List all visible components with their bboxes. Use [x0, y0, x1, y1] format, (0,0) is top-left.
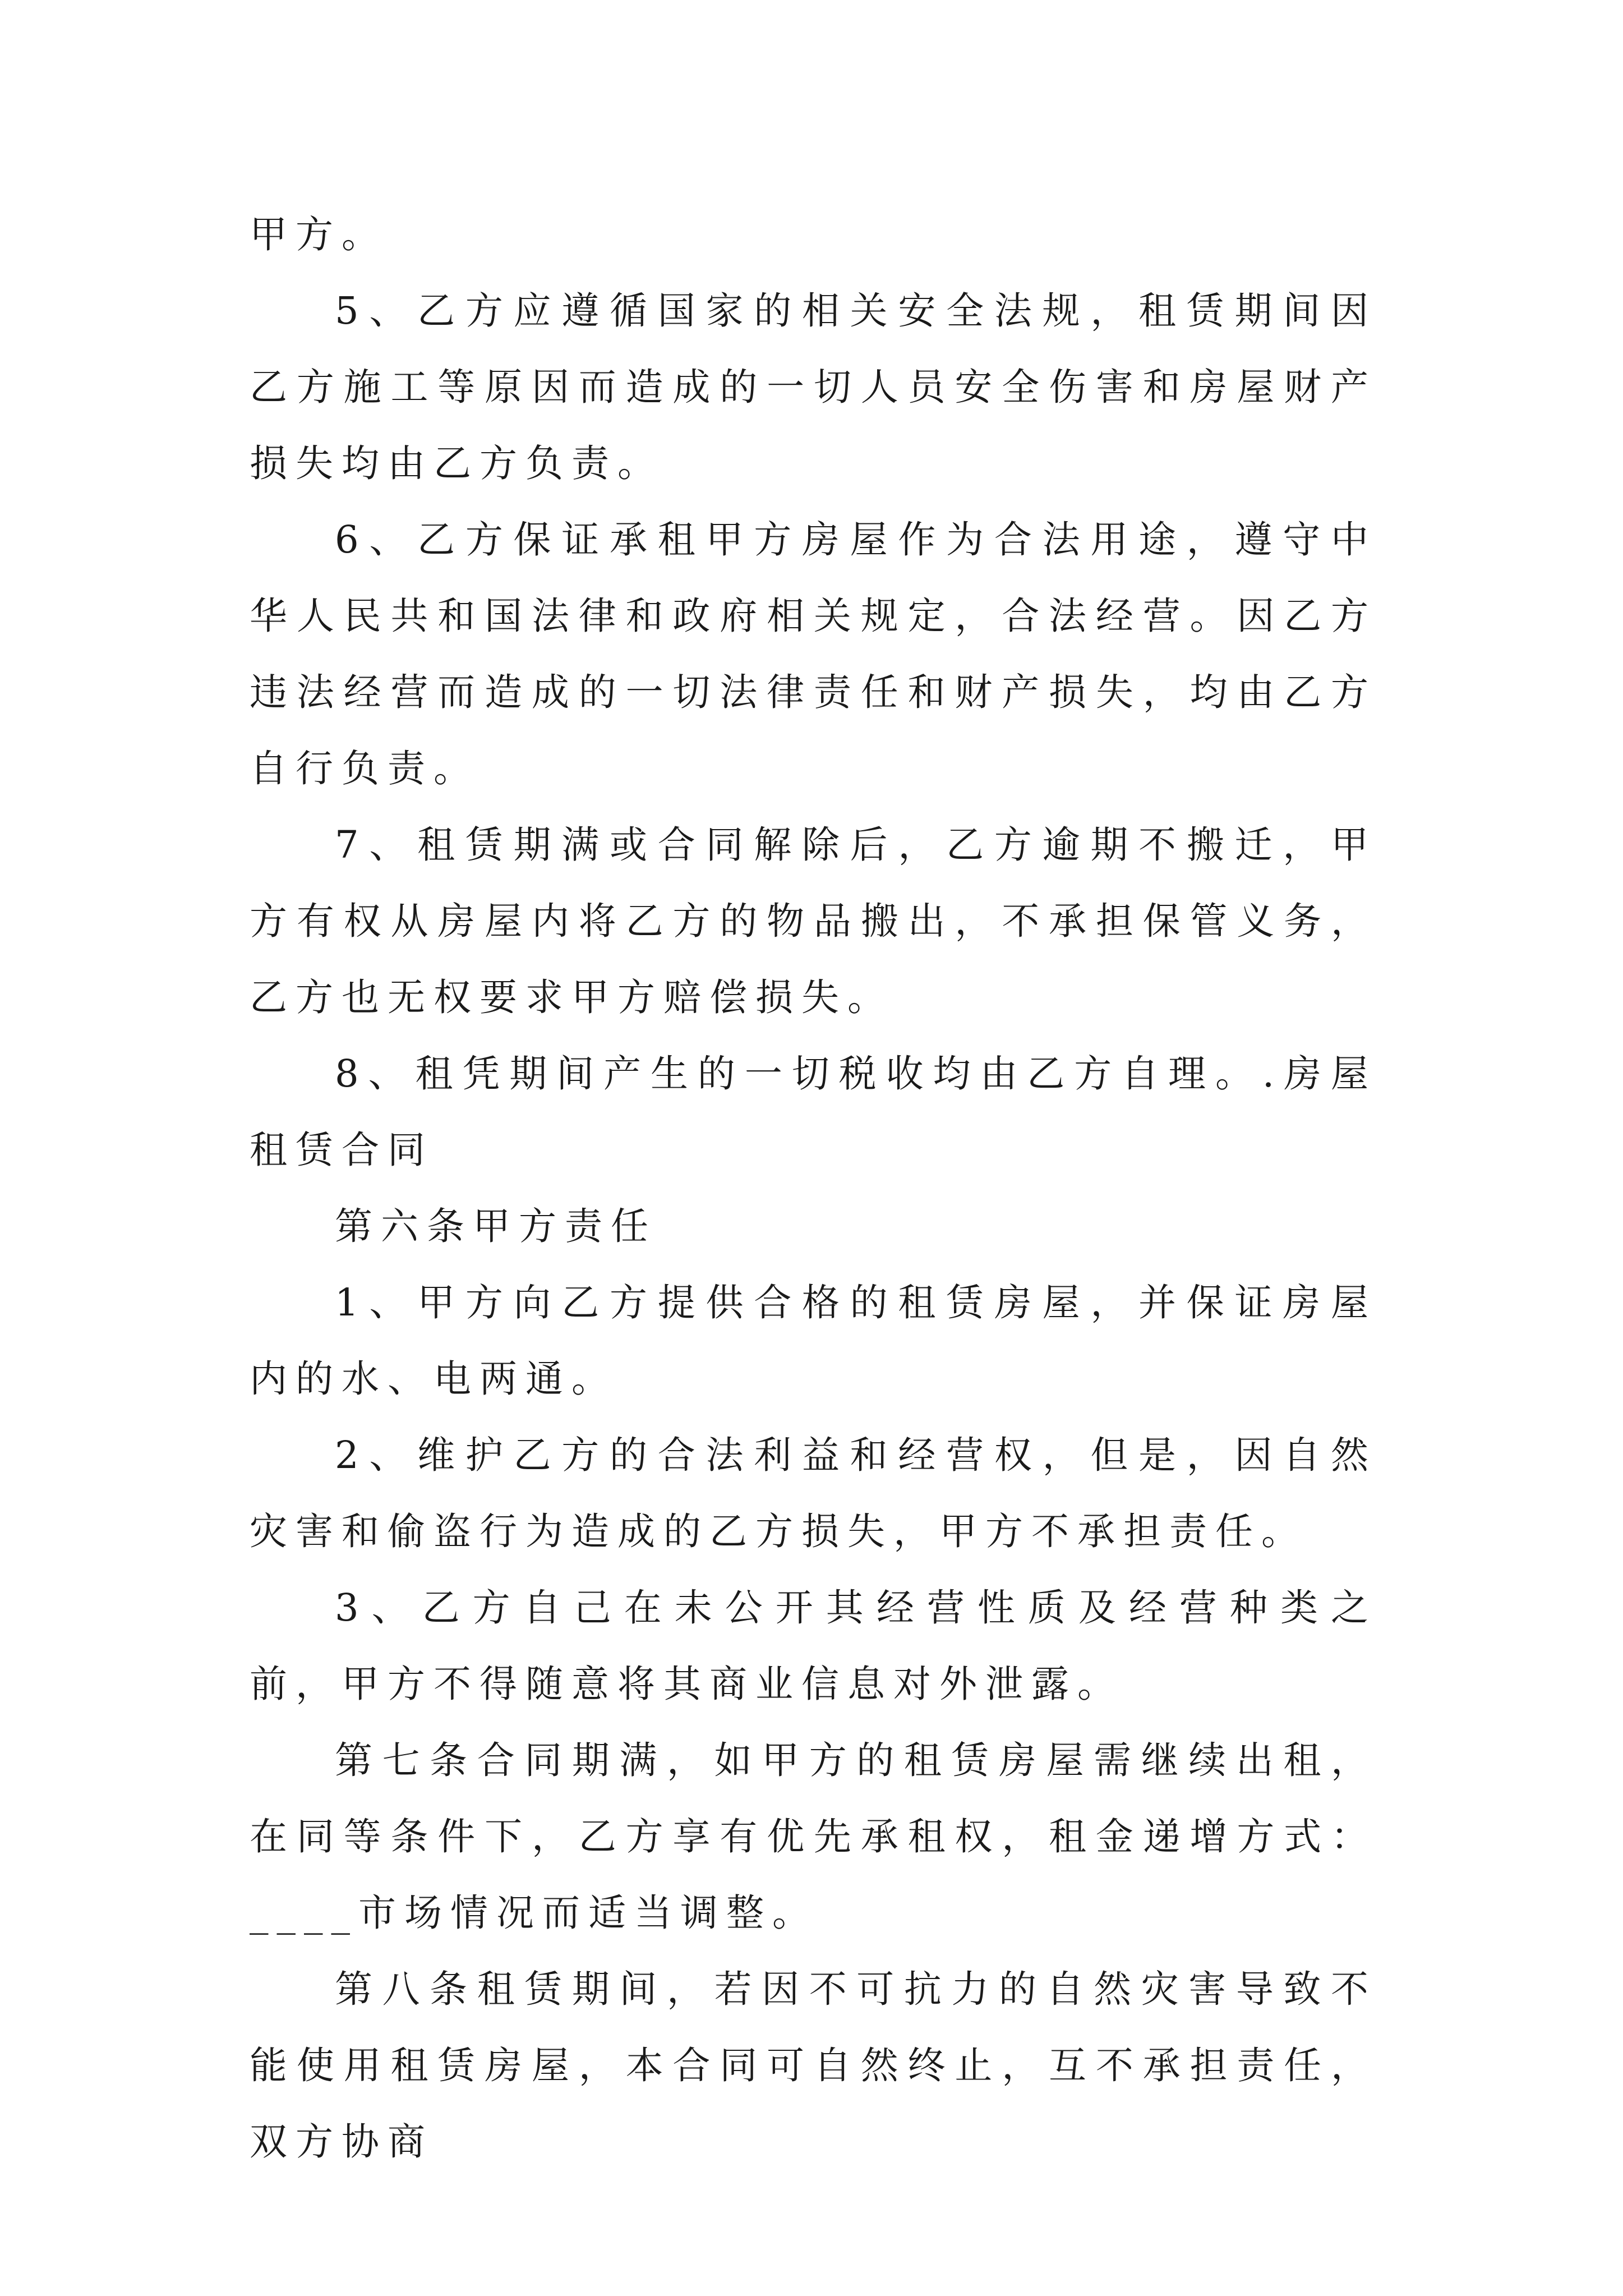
article-8-paragraph: 第八条租赁期间，若因不可抗力的自然灾害导致不能使用租赁房屋，本合同可自然终止，互不承担责任，双方协商	[250, 1967, 1377, 2164]
article-6-item-2: 2、维护乙方的合法利益和经营权，但是，因自然灾害和偷盗行为造成的乙方损失，甲方不承担责任。	[250, 1433, 1377, 1553]
article-6-heading: 第六条甲方责任	[335, 1204, 657, 1248]
article-7-paragraph: 第七条合同期满，如甲方的租赁房屋需继续出租，在同等条件下，乙方享有优先承租权，租金递增方式：____市场情况而适当调整。	[250, 1738, 1377, 1935]
clause-6-paragraph: 6、乙方保证承租甲方房屋作为合法用途，遵守中华人民共和国法律和政府相关规定，合法经营。因乙方违法经营而造成的一切法律责任和财产损失，均由乙方自行负责。	[250, 518, 1377, 790]
contract-body	[250, 196, 1377, 2180]
clause-8-paragraph: 8、租凭期间产生的一切税收均由乙方自理。.房屋租赁合同	[250, 1052, 1377, 1172]
article-6-item-1: 1、甲方向乙方提供合格的租赁房屋，并保证房屋内的水、电两通。	[250, 1281, 1377, 1401]
paragraph-continuation: 甲方。	[250, 213, 388, 256]
clause-7-paragraph: 7、租赁期满或合同解除后，乙方逾期不搬迁，甲方有权从房屋内将乙方的物品搬出，不承担保管义务，乙方也无权要求甲方赔偿损失。	[250, 823, 1377, 1019]
clause-5-paragraph: 5、乙方应遵循国家的相关安全法规，租赁期间因乙方施工等原因而造成的一切人员安全伤害和房屋财产损失均由乙方负责。	[250, 289, 1377, 485]
article-6-item-3: 3、乙方自己在未公开其经营性质及经营种类之前，甲方不得随意将其商业信息对外泄露。	[250, 1586, 1377, 1706]
